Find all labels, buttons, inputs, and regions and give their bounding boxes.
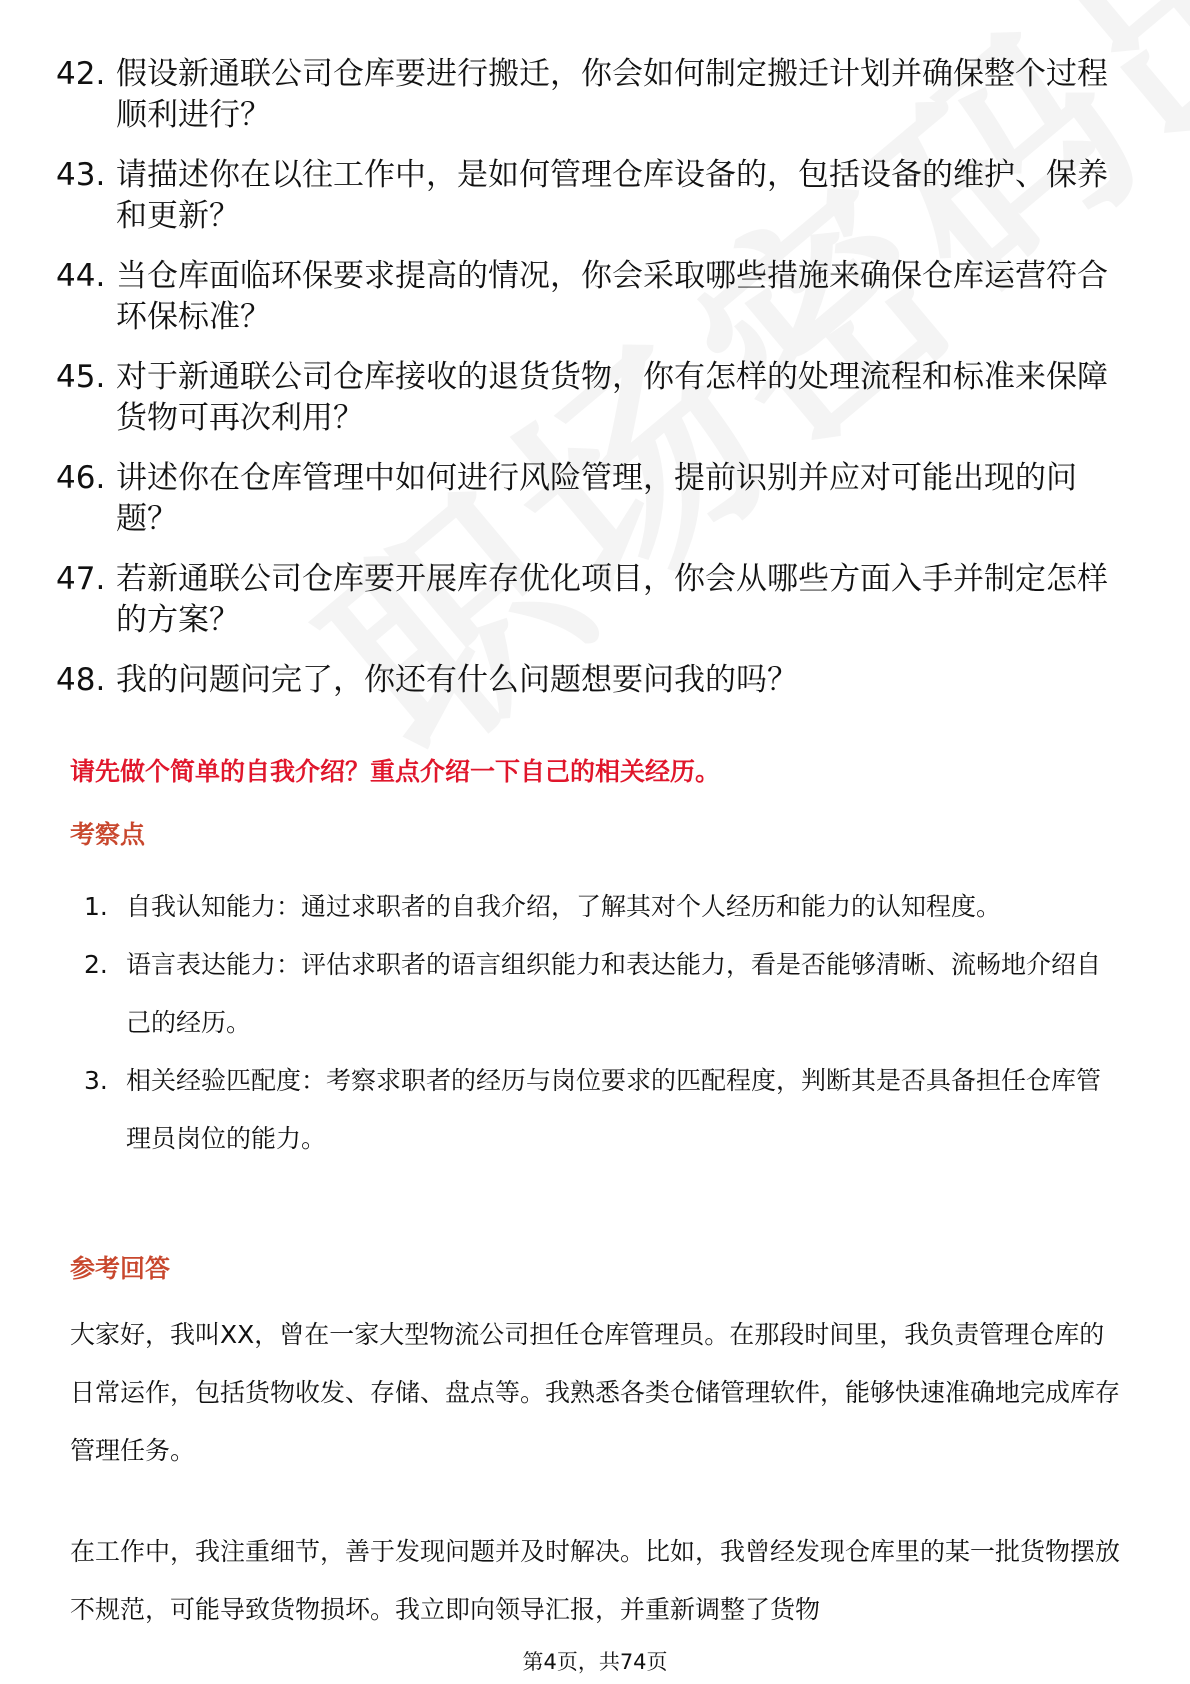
question-text: 假设新通联公司仓库要进行搬迁，你会如何制定搬迁计划并确保整个过程顺利进行？: [116, 56, 1108, 133]
question-text: 若新通联公司仓库要开展库存优化项目，你会从哪些方面入手并制定怎样的方案？: [116, 561, 1108, 638]
question-text: 对于新通联公司仓库接收的退货货物，你有怎样的处理流程和标准来保障货物可再次利用？: [116, 359, 1108, 436]
question-text: 我的问题问完了，你还有什么问题想要问我的吗？: [116, 662, 798, 698]
question-text: 当仓库面临环保要求提高的情况，你会采取哪些措施来确保仓库运营符合环保标准？: [116, 258, 1108, 335]
assessment-point: [84, 1052, 1124, 1168]
reference-answer-label: 参考回答: [70, 1254, 171, 1283]
question-heading: 请先做个简单的自我介绍？重点介绍一下自己的相关经历。: [70, 757, 721, 786]
question-item: [56, 660, 1116, 701]
point-number: 3.: [84, 1066, 108, 1095]
assessment-points-list: [84, 878, 1124, 1168]
question-item: [56, 256, 1116, 338]
point-text: 相关经验匹配度：考察求职者的经历与岗位要求的匹配程度，判断其是否具备担任仓库管理员岗位的能力。: [126, 1066, 1102, 1153]
question-text: 讲述你在仓库管理中如何进行风险管理，提前识别并应对可能出现的问题？: [116, 460, 1077, 537]
question-number: 48.: [56, 662, 106, 698]
question-number: 43.: [56, 157, 106, 193]
question-number: 44.: [56, 258, 106, 294]
question-number: 45.: [56, 359, 106, 395]
question-number: 47.: [56, 561, 106, 597]
question-item: [56, 559, 1116, 641]
point-text: 语言表达能力：评估求职者的语言组织能力和表达能力，看是否能够清晰、流畅地介绍自己的经历。: [126, 950, 1102, 1037]
question-item: [56, 155, 1116, 237]
answer-paragraph: 大家好，我叫XX，曾在一家大型物流公司担任仓库管理员。在那段时间里，我负责管理仓库的日常运作，包括货物收发、存储、盘点等。我熟悉各类仓储管理软件，能够快速准确地完成库存管理任务。: [70, 1320, 1121, 1465]
page-footer: 第4页，共74页: [522, 1650, 668, 1674]
question-item: [56, 54, 1116, 136]
assessment-point: [84, 878, 1124, 936]
point-text: 自我认知能力：通过求职者的自我介绍，了解其对个人经历和能力的认知程度。: [126, 892, 1002, 921]
assessment-points-label: 考察点: [70, 820, 146, 849]
point-number: 2.: [84, 950, 108, 979]
question-text: 请描述你在以往工作中，是如何管理仓库设备的，包括设备的维护、保养和更新？: [116, 157, 1108, 234]
answer-paragraph: 在工作中，我注重细节，善于发现问题并及时解决。比如，我曾经发现仓库里的某一批货物摆放不规范，可能导致货物损坏。我立即向领导汇报，并重新调整了货物: [70, 1537, 1121, 1624]
question-item: [56, 357, 1116, 439]
question-item: [56, 458, 1116, 540]
assessment-point: [84, 936, 1124, 1052]
question-list: [56, 54, 1116, 720]
question-number: 46.: [56, 460, 106, 496]
point-number: 1.: [84, 892, 108, 921]
question-number: 42.: [56, 56, 106, 92]
